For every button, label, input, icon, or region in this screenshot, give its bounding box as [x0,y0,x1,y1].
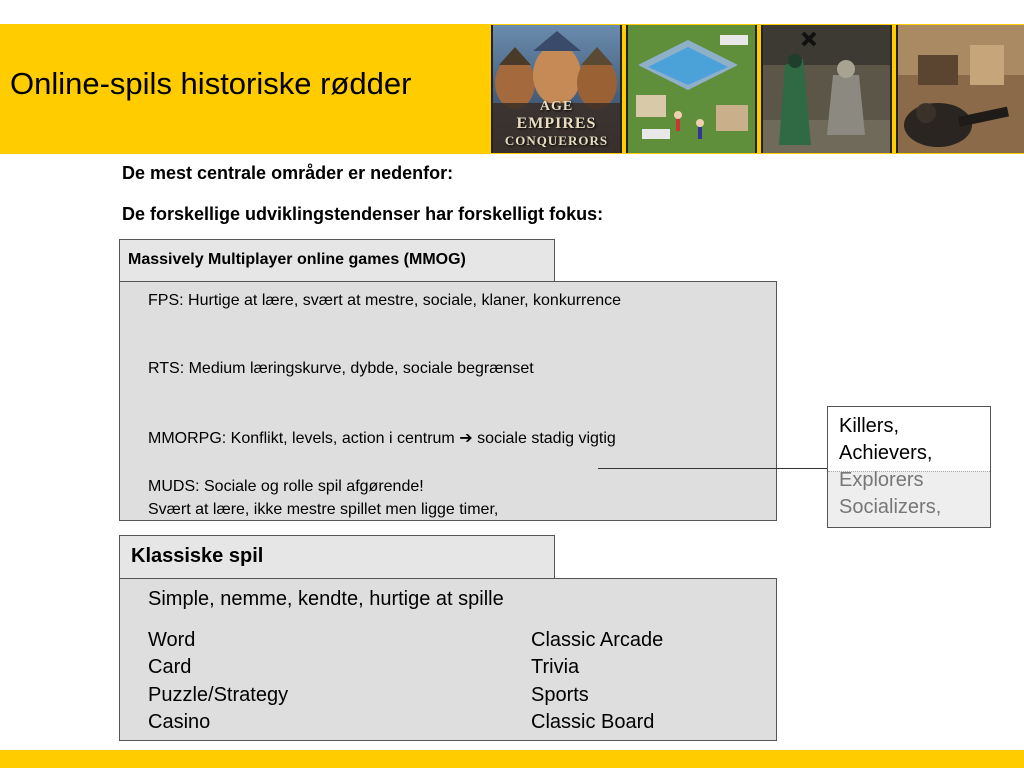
muds-line-2: Svært at lære, ikke mestre spillet men ligge timer, [148,501,499,518]
classic-panel [119,578,777,741]
player-type-socializers: Socializers, [839,496,942,518]
classic-item-card: Card [148,656,192,679]
mmorpg-social-text: sociale stadig vigtig [477,430,616,447]
heading-development-trends: De forskellige udviklingstendenser har forskelligt fokus: [122,204,604,224]
classic-intro: Simple, nemme, kendte, hurtige at spille [148,588,504,610]
fps-thumbnail [896,25,1024,153]
classic-item-sports: Sports [531,683,589,706]
connector-line [598,468,828,469]
classic-item-classic-board: Classic Board [531,710,655,733]
classic-item-puzzle-strategy: Puzzle/Strategy [148,683,289,706]
slide-title: Online-spils historiske rødder [10,66,412,101]
age-of-empires-thumbnail: AGE EMPIRES CONQUERORS [491,25,622,153]
player-type-explorers: Explorers [839,469,924,491]
rts-line: RTS: Medium læringskurve, dybde, sociale begrænset [148,360,534,377]
muds-line-1: MUDS: Sociale og rolle spil afgørende! [148,478,424,495]
right-arrow-icon: ➔ [459,430,473,447]
mmog-tab [119,239,555,282]
heading-central-areas: De mest centrale områder er nedenfor: [122,163,454,183]
footer-band [0,750,1024,768]
rpg-thumbnail [761,25,892,153]
classic-item-word: Word [148,629,196,651]
player-type-killers: Killers, [839,415,900,437]
classic-left-column [148,627,288,736]
classic-tab-label: Klassiske spil [131,545,264,567]
classic-item-casino: Casino [148,710,211,733]
classic-tab [119,535,555,579]
mmog-tab-label: Massively Multiplayer online games (MMOG) [128,251,466,268]
mmorpg-text: MMORPG: Konflikt, levels, action i centrum [148,430,455,447]
fps-line: FPS: Hurtige at lære, svært at mestre, sociale, klaner, konkurrence [148,292,622,309]
classic-item-classic-arcade: Classic Arcade [531,629,664,651]
mmorpg-line [148,428,616,448]
classic-item-trivia: Trivia [531,656,580,679]
classic-right-column [531,627,663,736]
player-types-box [827,406,991,528]
sims-thumbnail [626,25,757,153]
mmog-panel [119,281,777,521]
player-type-achievers: Achievers, [839,442,933,464]
